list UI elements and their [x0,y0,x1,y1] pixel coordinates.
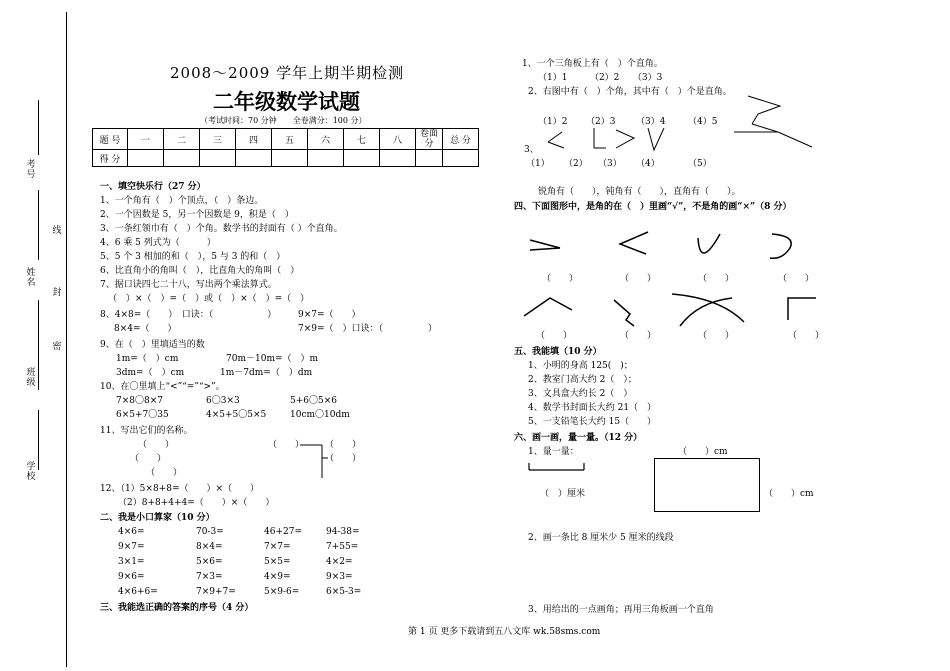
option-label: （5） [688,159,712,169]
margin-rule [38,300,39,390]
question-line: 1、一个角有（ ）个顶点，（ ）条边。 [100,196,264,206]
question-line: 11、写出它们的名称。 [100,426,193,436]
line-shapes-figure [300,440,330,480]
question-line: 8、4×8=（ ） 口诀：（ ） [100,310,277,320]
section-title: 一、填空快乐行（27 分） [100,182,206,192]
margin-rule [38,100,39,155]
score-header: 二 [164,129,200,150]
answer-blank[interactable]: （ ） [325,454,362,464]
math-item: 9×6= [118,572,145,582]
answer-blank[interactable]: （ ） [138,440,175,450]
subject-title: 二年级数学试题 [213,90,360,114]
section-title: 三、我能选正确的答案的序号（4 分） [100,603,254,613]
answer-blank[interactable]: （ ） [542,274,579,284]
question-line: 2、教室门高大约 2（ ）； [528,375,637,385]
answer-blank[interactable]: （ ） [325,440,362,450]
option-label: （2）3 [586,117,616,127]
question-line: 9×7=（ ） [298,310,361,320]
question-line: 7×8〇8×7 [116,396,163,406]
answer-blank[interactable]: （ ） [778,274,815,284]
math-item: 7×3= [196,572,223,582]
option-label: （1）2 [538,117,568,127]
question-line: 3、用给出的一点画角；再用三角板画一个直角 [528,605,714,615]
math-item: 5×9-6= [264,587,300,597]
option-label: （3） [598,159,622,169]
question-line: 3、文具盒大约长 2（ ） [528,389,633,399]
section-title: 四、下面图形中，是角的在（ ）里画“√”，不是角的画“×”（8 分） [514,202,792,212]
math-item: 5×6= [196,557,223,567]
math-item: 4×6+6= [118,587,158,597]
math-item: 3×1= [118,557,145,567]
score-header: 六 [308,129,344,150]
margin-label: 学校 [26,462,36,482]
margin-label: 线 [52,226,62,236]
question-line: （1）1 （2）2 （3）3 [538,73,663,83]
binding-line [66,12,67,667]
question-line: 3、一条红领巾有（ ）个角。数学书的封面有（ ）个直角。 [100,224,343,234]
score-header: 题 号 [93,129,128,150]
math-item: 4×9= [264,572,291,582]
question-line: 3、 [524,145,539,155]
angle-shapes-row1 [520,226,820,272]
measure-rectangle [654,458,760,512]
margin-label: 班级 [26,368,36,388]
answer-blank[interactable]: （ ）cm [764,489,814,499]
answer-blank[interactable]: （ ） [788,331,825,341]
option-label: （4）5 [688,117,718,127]
score-cell[interactable] [380,150,416,167]
question-line: 1、一个三角板上有（ ）个直角。 [522,59,663,69]
question-line: 1、量一量： [528,447,579,457]
math-item: 4×2= [326,557,353,567]
section-title: 五、我能填（10 分） [514,347,602,357]
score-header: 一 [128,129,164,150]
question-line: 4×5+5〇5×5 [206,410,267,420]
question-line: 6×5+7〇35 [116,410,169,420]
score-row-label: 得 分 [93,150,128,167]
question-line: 6〇3×3 [206,396,240,406]
math-item: 7×7= [264,542,291,552]
question-line: 6、比直角小的角叫（ ），比直角大的角叫（ ） [100,266,300,276]
math-item: 9×3= [326,572,353,582]
question-line: 2、一个因数是 5，另一个因数是 9，积是（ ） [100,210,294,220]
question-line: 1m=（ ）cm [116,354,179,364]
question-line: 12、（1）5×8+8=（ ）×（ ） [100,484,260,494]
score-header: 四 [236,129,272,150]
answer-blank[interactable]: （ ）cm [678,447,728,457]
question-line: 10cm〇10dm [290,410,350,420]
measure-segment [526,460,590,474]
math-item: 4×6= [118,527,145,537]
angle-figure [730,92,820,152]
answer-blank[interactable]: （ ） [130,454,167,464]
math-item: 70-3= [196,527,224,537]
answer-blank[interactable]: （ ） [698,331,735,341]
score-header: 卷面分 [416,129,443,150]
question-line: 1m－7dm=（ ）dm [220,368,313,378]
angle-options-figure [540,124,680,156]
section-title: 二、我是小口算家（10 分） [100,513,215,523]
score-header: 八 [380,129,416,150]
question-line: （ ）×（ ）=（ ）或（ ）×（ ）=（ ） [108,294,310,304]
score-cell[interactable] [236,150,272,167]
margin-label: 考号 [26,160,36,180]
score-header: 总 分 [443,129,479,150]
question-line: 7×9=（ ）口诀：（ ） [298,324,438,334]
score-header: 五 [272,129,308,150]
question-line: （2）8+8+4+4=（ ）×（ ） [118,498,275,508]
option-label: （1） [526,159,550,169]
question-line: 3dm=（ ）cm [116,368,185,378]
question-line: 5、一支铅笔长大约 15（ ） [528,417,657,427]
question-line: 7、据口诀四七二十八，写出两个乘法算式。 [100,280,277,290]
page-footer: 第 1 页 更多下载请到五八文库 wk.58sms.com [408,627,601,637]
exam-title: 2008～2009 学年上期半期检测 [170,64,405,82]
score-cell[interactable] [272,150,308,167]
section-title: 六、画一画，量一量。（12 分） [514,433,643,443]
question-line: 10、在〇里填上“<”“=”“>”。 [100,382,225,392]
score-header: 七 [344,129,380,150]
answer-blank[interactable]: （ ） [620,331,657,341]
angle-shapes-row2 [520,292,820,332]
exam-info: （考试时间：70 分钟 全卷满分：100 分） [200,116,367,125]
margin-label: 姓名 [26,268,36,288]
margin-label: 密 [52,342,62,352]
score-cell[interactable] [443,150,479,167]
answer-blank[interactable]: （ ） [146,468,183,478]
option-label: （2） [564,159,588,169]
math-item: 9×7= [118,542,145,552]
math-item: 6×5-3= [326,587,362,597]
score-cell[interactable] [164,150,200,167]
question-line: 4、6 乘 5 列式为（ ） [100,238,216,248]
score-table [92,128,479,167]
margin-label: 封 [52,288,62,298]
answer-blank[interactable]: （ ） [268,440,305,450]
question-line: 1、小明的身高 125( )； [528,361,633,371]
answer-blank[interactable]: （ ）厘米 [540,489,586,499]
margin-rule [38,190,39,260]
score-header: 三 [200,129,236,150]
question-line: 5+6〇5×6 [290,396,337,406]
question-line: 70m－10m=（ ）m [226,354,319,364]
score-cell[interactable] [344,150,380,167]
margin-rule [38,410,39,470]
math-item: 94-38= [326,527,360,537]
answer-blank[interactable]: （ ） [698,274,735,284]
answer-blank[interactable]: （ ） [536,331,573,341]
question-line: 9、在（ ）里填适当的数 [100,340,205,350]
question-line: 2、画一条比 8 厘米少 5 厘米的线段 [528,533,674,543]
question-line: 2、右图中有（ ）个角，其中有（ ）个是直角。 [528,87,732,97]
option-label: （3）4 [636,117,666,127]
score-cell[interactable] [308,150,344,167]
score-cell[interactable] [416,150,443,167]
math-item: 7×9+7= [196,587,236,597]
score-cell[interactable] [200,150,236,167]
score-cell[interactable] [128,150,164,167]
math-item: 7+55= [326,542,359,552]
math-item: 8×4= [196,542,223,552]
answer-blank[interactable]: （ ） [620,274,657,284]
question-line: 8×4=（ ） [114,324,177,334]
option-label: （4） [636,159,660,169]
question-line: 锐角有（ ），钝角有（ ），直角有（ ）。 [538,187,741,197]
math-item: 46+27= [264,527,302,537]
question-line: 5、5 个 3 相加的和（ ），5 与 3 的和（ ） [100,252,286,262]
question-line: 4、数学书封面长大约 21（ ） [528,403,657,413]
math-item: 5×5= [264,557,291,567]
